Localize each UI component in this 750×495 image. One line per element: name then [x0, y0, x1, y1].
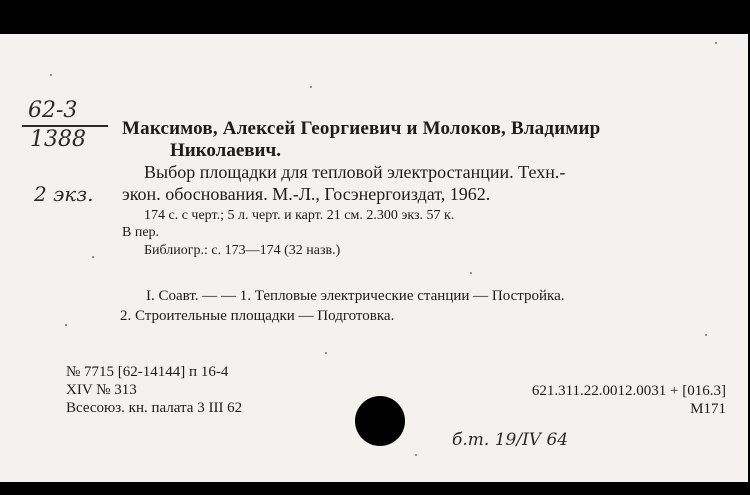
- record-line-3: Всесоюз. кн. палата 3 III 62: [66, 400, 243, 416]
- speck: [470, 272, 472, 274]
- bibliography-note: Библиогр.: с. 173—174 (32 назв.): [144, 243, 341, 258]
- call-number-bottom: 1388: [30, 127, 86, 152]
- speck: [705, 334, 707, 336]
- handwritten-date-note: б.т. 19/IV 64: [452, 430, 569, 450]
- tracing-line-2: 2. Строительные площадки — Подготовка.: [120, 308, 395, 324]
- title-line-2: экон. обоснования. М.-Л., Госэнергоиздат, 1962.: [122, 184, 491, 204]
- speck: [50, 74, 52, 76]
- tracing-line-1: I. Соавт. — — 1. Тепловые электрические станции — Постройка.: [146, 288, 565, 304]
- record-line-2: XIV № 313: [66, 382, 137, 398]
- speck: [65, 324, 67, 326]
- call-number-top: 62-3: [28, 98, 78, 123]
- title-line-1: Выбор площадки для тепловой электростанции. Техн.-: [144, 162, 566, 182]
- author-line-1: Максимов, Алексей Георгиевич и Молоков, Владимир: [122, 118, 601, 139]
- collation-line-2: В пер.: [122, 225, 160, 240]
- copies-note: 2 экз.: [34, 182, 94, 206]
- author-line-2: Николаевич.: [170, 140, 281, 161]
- speck: [325, 352, 327, 354]
- record-line-1: № 7715 [62-14144] п 16-4: [66, 364, 229, 380]
- catalog-card: [0, 34, 748, 482]
- speck: [715, 42, 717, 44]
- collation-line-1: 174 с. с черт.; 5 л. черт. и карт. 21 см. 2.300 экз. 57 к.: [144, 208, 455, 223]
- speck: [415, 454, 417, 456]
- author-mark: М171: [690, 401, 726, 417]
- udc-classification: 621.311.22.0012.0031 + [016.3]: [531, 383, 726, 399]
- speck: [310, 86, 312, 88]
- punch-hole: [355, 396, 405, 446]
- speck: [92, 256, 94, 258]
